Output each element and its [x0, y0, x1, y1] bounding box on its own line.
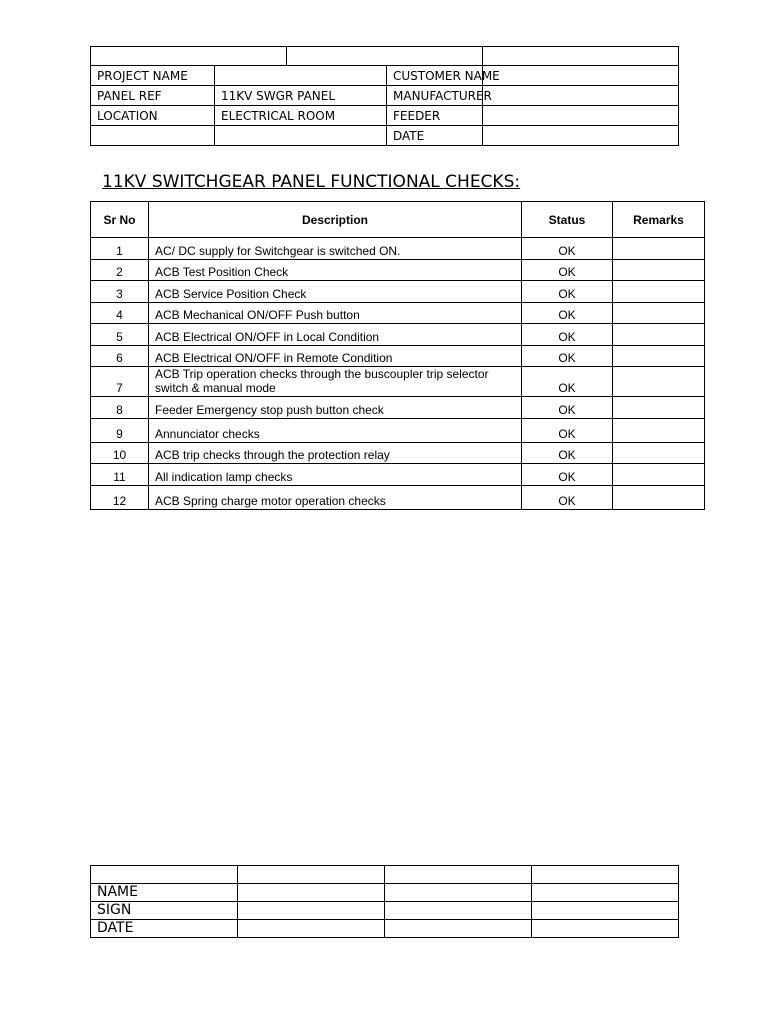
description-cell: Annunciator checks: [149, 419, 522, 443]
signoff-label: [91, 866, 238, 884]
description-cell: AC/ DC supply for Switchgear is switched ON.: [149, 238, 522, 260]
check-row: [91, 238, 705, 260]
status-header: Status: [522, 202, 613, 238]
check-row: [91, 303, 705, 324]
info-blank-cell: [483, 47, 679, 66]
description-header: Description: [149, 202, 522, 238]
status-cell: OK: [522, 324, 613, 346]
sr-no-cell: 8: [91, 397, 149, 419]
signoff-row: [91, 920, 679, 938]
signoff-cell: [532, 920, 679, 938]
description-cell: ACB Mechanical ON/OFF Push button: [149, 303, 522, 324]
status-cell: OK: [522, 346, 613, 367]
remarks-cell: [613, 238, 705, 260]
sr-no-cell: 12: [91, 486, 149, 510]
remarks-cell: [613, 419, 705, 443]
remarks-cell: [613, 397, 705, 419]
sr-no-cell: 4: [91, 303, 149, 324]
description-cell: ACB Test Position Check: [149, 260, 522, 281]
signoff-label: NAME: [91, 884, 238, 902]
remarks-cell: [613, 443, 705, 464]
sr-no-cell: 7: [91, 367, 149, 397]
sr-no-cell: 2: [91, 260, 149, 281]
manufacturer-label: MANUFACTURER: [387, 86, 483, 106]
status-cell: OK: [522, 419, 613, 443]
remarks-cell: [613, 464, 705, 486]
remarks-cell: [613, 367, 705, 397]
signoff-cell: [385, 920, 532, 938]
info-empty-cell: [91, 126, 215, 146]
signoff-row: [91, 902, 679, 920]
check-row: [91, 486, 705, 510]
functional-checks-table: [90, 201, 705, 510]
signoff-cell: [238, 920, 385, 938]
remarks-header: Remarks: [613, 202, 705, 238]
remarks-cell: [613, 303, 705, 324]
status-cell: OK: [522, 281, 613, 303]
signoff-cell: [238, 884, 385, 902]
location-value: ELECTRICAL ROOM: [215, 106, 387, 126]
signoff-cell: [532, 866, 679, 884]
signoff-cell: [385, 884, 532, 902]
customer-name-value: [483, 66, 679, 86]
status-cell: OK: [522, 260, 613, 281]
signoff-body: [91, 866, 679, 938]
sr-no-cell: 6: [91, 346, 149, 367]
project-name-value: [215, 66, 387, 86]
signoff-cell: [238, 902, 385, 920]
checks-body: [91, 238, 705, 510]
signoff-label: DATE: [91, 920, 238, 938]
remarks-cell: [613, 281, 705, 303]
sr-no-cell: 10: [91, 443, 149, 464]
info-empty-cell: [215, 126, 387, 146]
location-label: LOCATION: [91, 106, 215, 126]
check-row: [91, 260, 705, 281]
description-cell: ACB Service Position Check: [149, 281, 522, 303]
status-cell: OK: [522, 238, 613, 260]
status-cell: OK: [522, 443, 613, 464]
signoff-cell: [532, 902, 679, 920]
info-row: [91, 66, 679, 86]
sr-no-cell: 1: [91, 238, 149, 260]
sr-no-cell: 5: [91, 324, 149, 346]
description-cell: ACB Electrical ON/OFF in Local Condition: [149, 324, 522, 346]
status-cell: OK: [522, 486, 613, 510]
remarks-cell: [613, 260, 705, 281]
status-cell: OK: [522, 367, 613, 397]
sr-no-cell: 11: [91, 464, 149, 486]
date-label: DATE: [387, 126, 483, 146]
signoff-cell: [238, 866, 385, 884]
sr-no-cell: 3: [91, 281, 149, 303]
signoff-row: [91, 884, 679, 902]
check-row: [91, 464, 705, 486]
remarks-cell: [613, 346, 705, 367]
section-title: 11KV SWITCHGEAR PANEL FUNCTIONAL CHECKS:: [102, 172, 521, 192]
check-row: [91, 419, 705, 443]
info-blank-cell: [287, 47, 483, 66]
check-row: [91, 367, 705, 397]
manufacturer-value: [483, 86, 679, 106]
signoff-cell: [385, 902, 532, 920]
description-cell: Feeder Emergency stop push button check: [149, 397, 522, 419]
info-row: [91, 106, 679, 126]
check-row: [91, 324, 705, 346]
info-blank-row: [91, 47, 679, 66]
description-cell: ACB trip checks through the protection relay: [149, 443, 522, 464]
panel-ref-label: PANEL REF: [91, 86, 215, 106]
customer-name-label: CUSTOMER NAME: [387, 66, 483, 86]
checks-header-row: [91, 202, 705, 238]
signoff-cell: [385, 866, 532, 884]
status-cell: OK: [522, 303, 613, 324]
panel-ref-value: 11KV SWGR PANEL: [215, 86, 387, 106]
sr-no-cell: 9: [91, 419, 149, 443]
description-cell: ACB Spring charge motor operation checks: [149, 486, 522, 510]
description-cell: ACB Trip operation checks through the buscoupler trip selector switch & manual mode: [149, 367, 522, 397]
feeder-value: [483, 106, 679, 126]
check-row: [91, 346, 705, 367]
info-row: [91, 86, 679, 106]
check-row: [91, 281, 705, 303]
feeder-label: FEEDER: [387, 106, 483, 126]
project-name-label: PROJECT NAME: [91, 66, 215, 86]
check-row: [91, 443, 705, 464]
description-cell: ACB Electrical ON/OFF in Remote Condition: [149, 346, 522, 367]
date-value: [483, 126, 679, 146]
info-blank-cell: [91, 47, 287, 66]
signoff-row: [91, 866, 679, 884]
remarks-cell: [613, 486, 705, 510]
signoff-label: SIGN: [91, 902, 238, 920]
info-row: [91, 126, 679, 146]
check-row: [91, 397, 705, 419]
sr-no-header: Sr No: [91, 202, 149, 238]
description-cell: All indication lamp checks: [149, 464, 522, 486]
signoff-table: [90, 865, 679, 938]
status-cell: OK: [522, 464, 613, 486]
status-cell: OK: [522, 397, 613, 419]
remarks-cell: [613, 324, 705, 346]
project-info-table: [90, 46, 679, 146]
signoff-cell: [532, 884, 679, 902]
